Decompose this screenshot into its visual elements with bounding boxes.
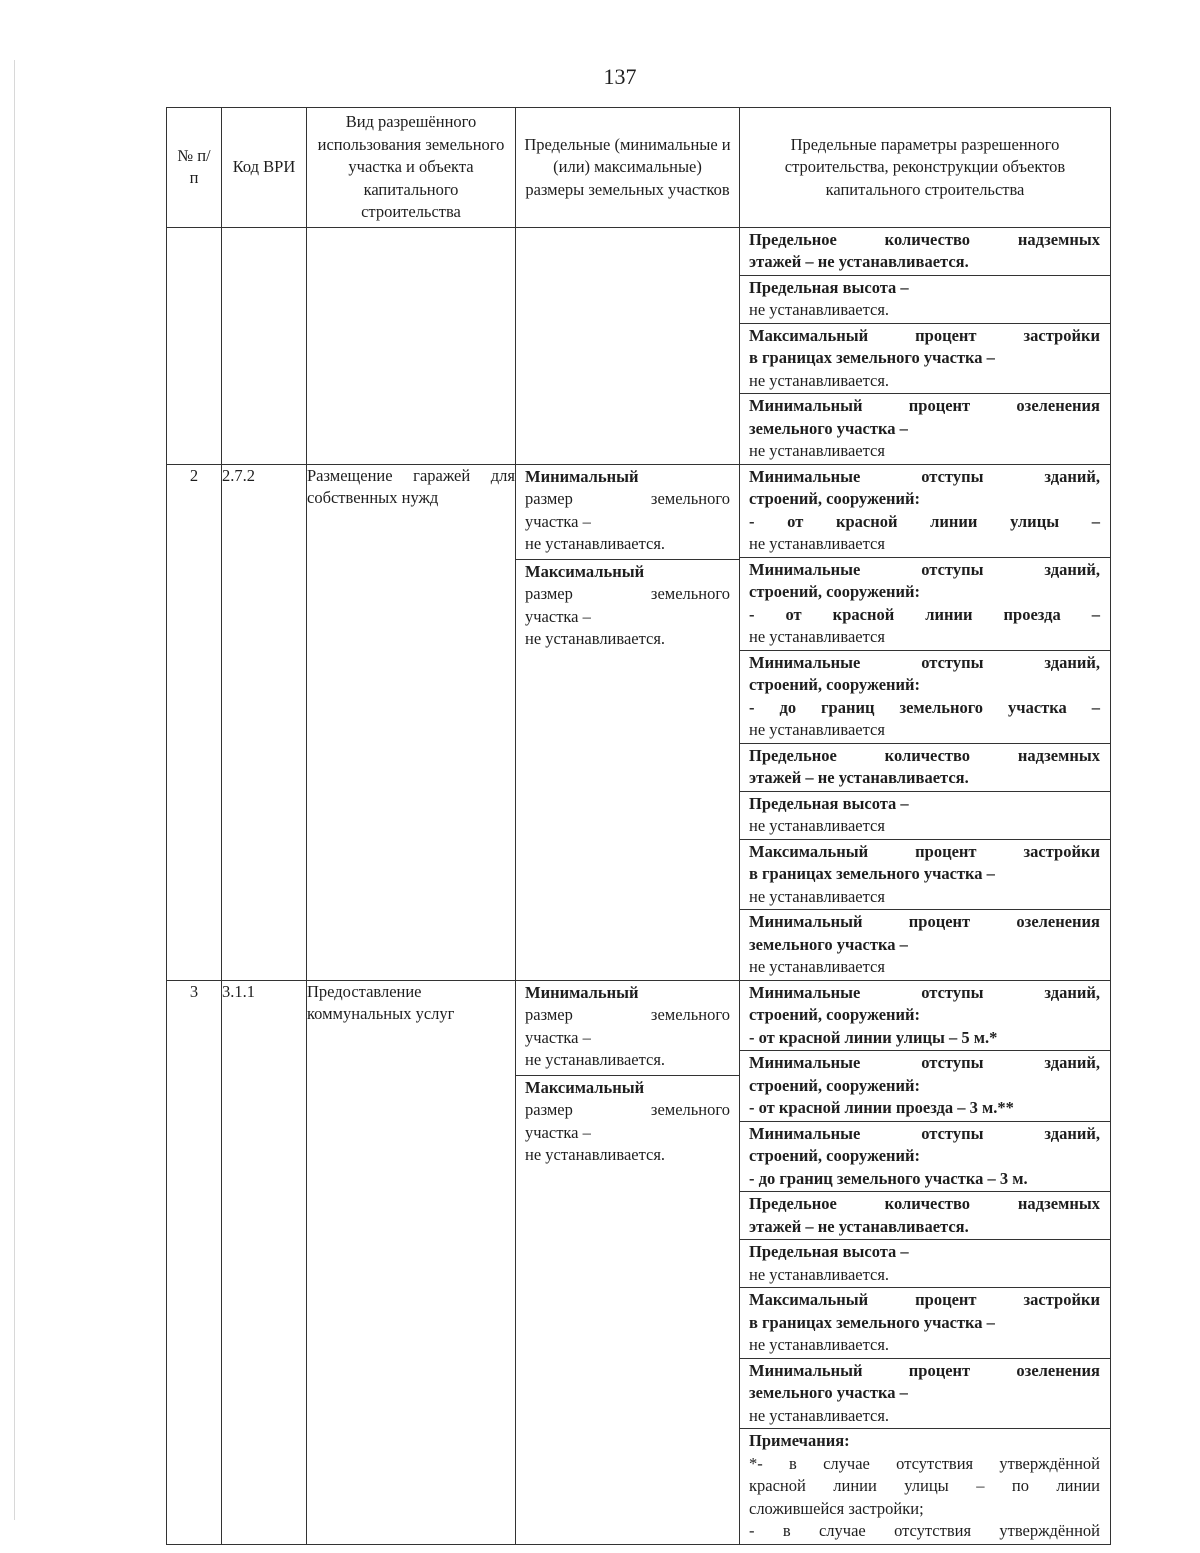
plot-size-line: Минимальный	[525, 982, 639, 1002]
param-line: Минимальные отступы зданий,	[749, 1053, 1100, 1072]
regulations-table	[166, 107, 1111, 1545]
page-number: 137	[603, 64, 637, 89]
header-number: № п/п	[167, 108, 222, 228]
table-header-row	[167, 108, 1111, 228]
row-construction-params	[740, 227, 1111, 464]
param-line: строений, сооружений:	[749, 1005, 921, 1024]
param-line: - от красной линии улицы – 5 м.*	[749, 1027, 998, 1047]
header-construction-params: Предельные параметры разрешенного строительства, реконструкции объектов капитального строительства	[740, 108, 1111, 228]
row-usage-name	[307, 227, 516, 464]
row-construction-params	[740, 980, 1111, 1544]
plot-size-line: участка –	[525, 1122, 591, 1142]
row-construction-params	[740, 464, 1111, 980]
param-line: Минимальный процент озеленения	[749, 1360, 1100, 1380]
param-line: не устанавливается	[749, 441, 885, 460]
param-block	[740, 465, 1110, 558]
param-line: - от красной линии проезда –	[749, 604, 1100, 624]
param-line: Максимальный процент застройки	[749, 325, 1100, 345]
param-line: Предельное количество надземных	[749, 745, 1100, 765]
table-row	[167, 227, 1111, 464]
row-number	[167, 227, 222, 464]
param-line: строений, сооружений:	[749, 582, 921, 601]
param-line: Предельное количество надземных	[749, 1194, 1100, 1213]
param-line: не устанавливается.	[749, 1405, 890, 1425]
plot-size-line: участка –	[525, 511, 591, 531]
param-line: красной линии улицы – по линии	[749, 1476, 1100, 1495]
row-usage-name: Размещение гаражей для собственных нужд	[307, 464, 516, 980]
param-line: Минимальный процент озеленения	[749, 912, 1100, 931]
param-line: Предельная высота –	[749, 793, 909, 813]
plot-size-block	[516, 560, 739, 654]
row-code: 2.7.2	[222, 464, 307, 980]
param-line: - до границ земельного участка –	[749, 697, 1100, 717]
param-block	[740, 744, 1110, 792]
param-line: *- в случае отсутствия утверждённой	[749, 1453, 1100, 1473]
param-line: Минимальный процент озеленения	[749, 396, 1100, 415]
param-line: не устанавливается	[749, 886, 885, 906]
plot-size-line: размер земельного	[525, 489, 730, 508]
param-block	[740, 981, 1110, 1052]
plot-size-line: Максимальный	[525, 1077, 645, 1097]
param-line: Минимальные отступы зданий,	[749, 652, 1100, 672]
param-line: - от красной линии улицы –	[749, 511, 1100, 531]
param-line: Предельная высота –	[749, 1242, 909, 1261]
plot-size-line: не устанавливается.	[525, 1050, 666, 1069]
row-number: 3	[167, 980, 222, 1544]
param-line: земельного участка –	[749, 418, 908, 438]
param-line: строений, сооружений:	[749, 489, 921, 508]
param-block	[740, 1051, 1110, 1122]
row-number: 2	[167, 464, 222, 980]
param-line: этажей – не устанавливается.	[749, 768, 969, 787]
param-block	[740, 1288, 1110, 1359]
plot-size-line: размер земельного	[525, 584, 730, 603]
param-line: Минимальные отступы зданий,	[749, 466, 1100, 486]
param-line: в границах земельного участка –	[749, 1312, 995, 1332]
plot-size-block	[516, 981, 739, 1076]
param-line: Примечания:	[749, 1431, 850, 1450]
plot-size-line: не устанавливается.	[525, 629, 666, 648]
plot-size-block	[516, 1076, 739, 1170]
table-row	[167, 464, 1111, 980]
param-line: Минимальные отступы зданий,	[749, 1123, 1100, 1143]
plot-size-line: Максимальный	[525, 561, 645, 581]
param-line: Минимальные отступы зданий,	[749, 982, 1100, 1002]
plot-size-block	[516, 465, 739, 560]
param-line: - до границ земельного участка – 3 м.	[749, 1168, 1028, 1188]
param-line: сложившейся застройки;	[749, 1498, 924, 1518]
plot-size-line: участка –	[525, 606, 591, 626]
param-line: не устанавливается.	[749, 300, 890, 319]
param-block	[740, 324, 1110, 395]
param-line: земельного участка –	[749, 934, 908, 954]
param-line: строений, сооружений:	[749, 1146, 921, 1165]
param-line: Максимальный процент застройки	[749, 841, 1100, 861]
param-line: не устанавливается	[749, 720, 885, 739]
param-line: в границах земельного участка –	[749, 864, 995, 883]
param-line: Минимальные отступы зданий,	[749, 559, 1100, 579]
header-plot-sizes: Предельные (минимальные и (или) максимальные) размеры земельных участков	[516, 108, 740, 228]
param-line: строений, сооружений:	[749, 675, 921, 694]
row-code	[222, 227, 307, 464]
param-line: не устанавливается	[749, 534, 885, 553]
plot-size-line: размер земельного	[525, 1005, 730, 1024]
param-line: не устанавливается	[749, 957, 885, 976]
param-block	[740, 1192, 1110, 1240]
param-block	[740, 910, 1110, 980]
param-line: не устанавливается.	[749, 1335, 890, 1354]
plot-size-line: размер земельного	[525, 1100, 730, 1119]
plot-size-line: не устанавливается.	[525, 1145, 666, 1164]
header-code: Код ВРИ	[222, 108, 307, 228]
param-block	[740, 228, 1110, 276]
param-line: в границах земельного участка –	[749, 348, 995, 367]
param-block	[740, 840, 1110, 911]
header-usage-type: Вид разрешённого использования земельного участка и объекта капитального строительства	[307, 108, 516, 228]
param-block	[740, 1429, 1110, 1544]
row-usage-name: Предоставление коммунальных услуг	[307, 980, 516, 1544]
param-line: - от красной линии проезда – 3 м.**	[749, 1098, 1014, 1117]
param-line: не устанавливается.	[749, 1264, 890, 1284]
table-row	[167, 980, 1111, 1544]
param-line: не устанавливается	[749, 816, 885, 835]
param-line: не устанавливается.	[749, 370, 890, 390]
param-block	[740, 1240, 1110, 1288]
param-block	[740, 792, 1110, 840]
row-plot-sizes	[516, 227, 740, 464]
row-plot-sizes	[516, 464, 740, 980]
param-line: Максимальный процент застройки	[749, 1290, 1100, 1309]
param-block	[740, 394, 1110, 464]
param-line: Предельная высота –	[749, 277, 909, 297]
param-line: строений, сооружений:	[749, 1075, 921, 1095]
param-line: земельного участка –	[749, 1383, 908, 1402]
param-block	[740, 1122, 1110, 1193]
row-code: 3.1.1	[222, 980, 307, 1544]
plot-size-line: не устанавливается.	[525, 534, 666, 553]
param-block	[740, 1359, 1110, 1430]
plot-size-line: Минимальный	[525, 466, 639, 486]
param-line: - в случае отсутствия утверждённой	[749, 1521, 1100, 1540]
param-line: этажей – не устанавливается.	[749, 1216, 969, 1236]
param-block	[740, 651, 1110, 744]
param-line: не устанавливается	[749, 627, 885, 646]
plot-size-line: участка –	[525, 1027, 591, 1047]
param-block	[740, 558, 1110, 651]
row-plot-sizes	[516, 980, 740, 1544]
param-line: этажей – не устанавливается.	[749, 252, 969, 271]
scan-edge-line	[14, 60, 15, 1520]
param-block	[740, 276, 1110, 324]
param-line: Предельное количество надземных	[749, 229, 1100, 249]
